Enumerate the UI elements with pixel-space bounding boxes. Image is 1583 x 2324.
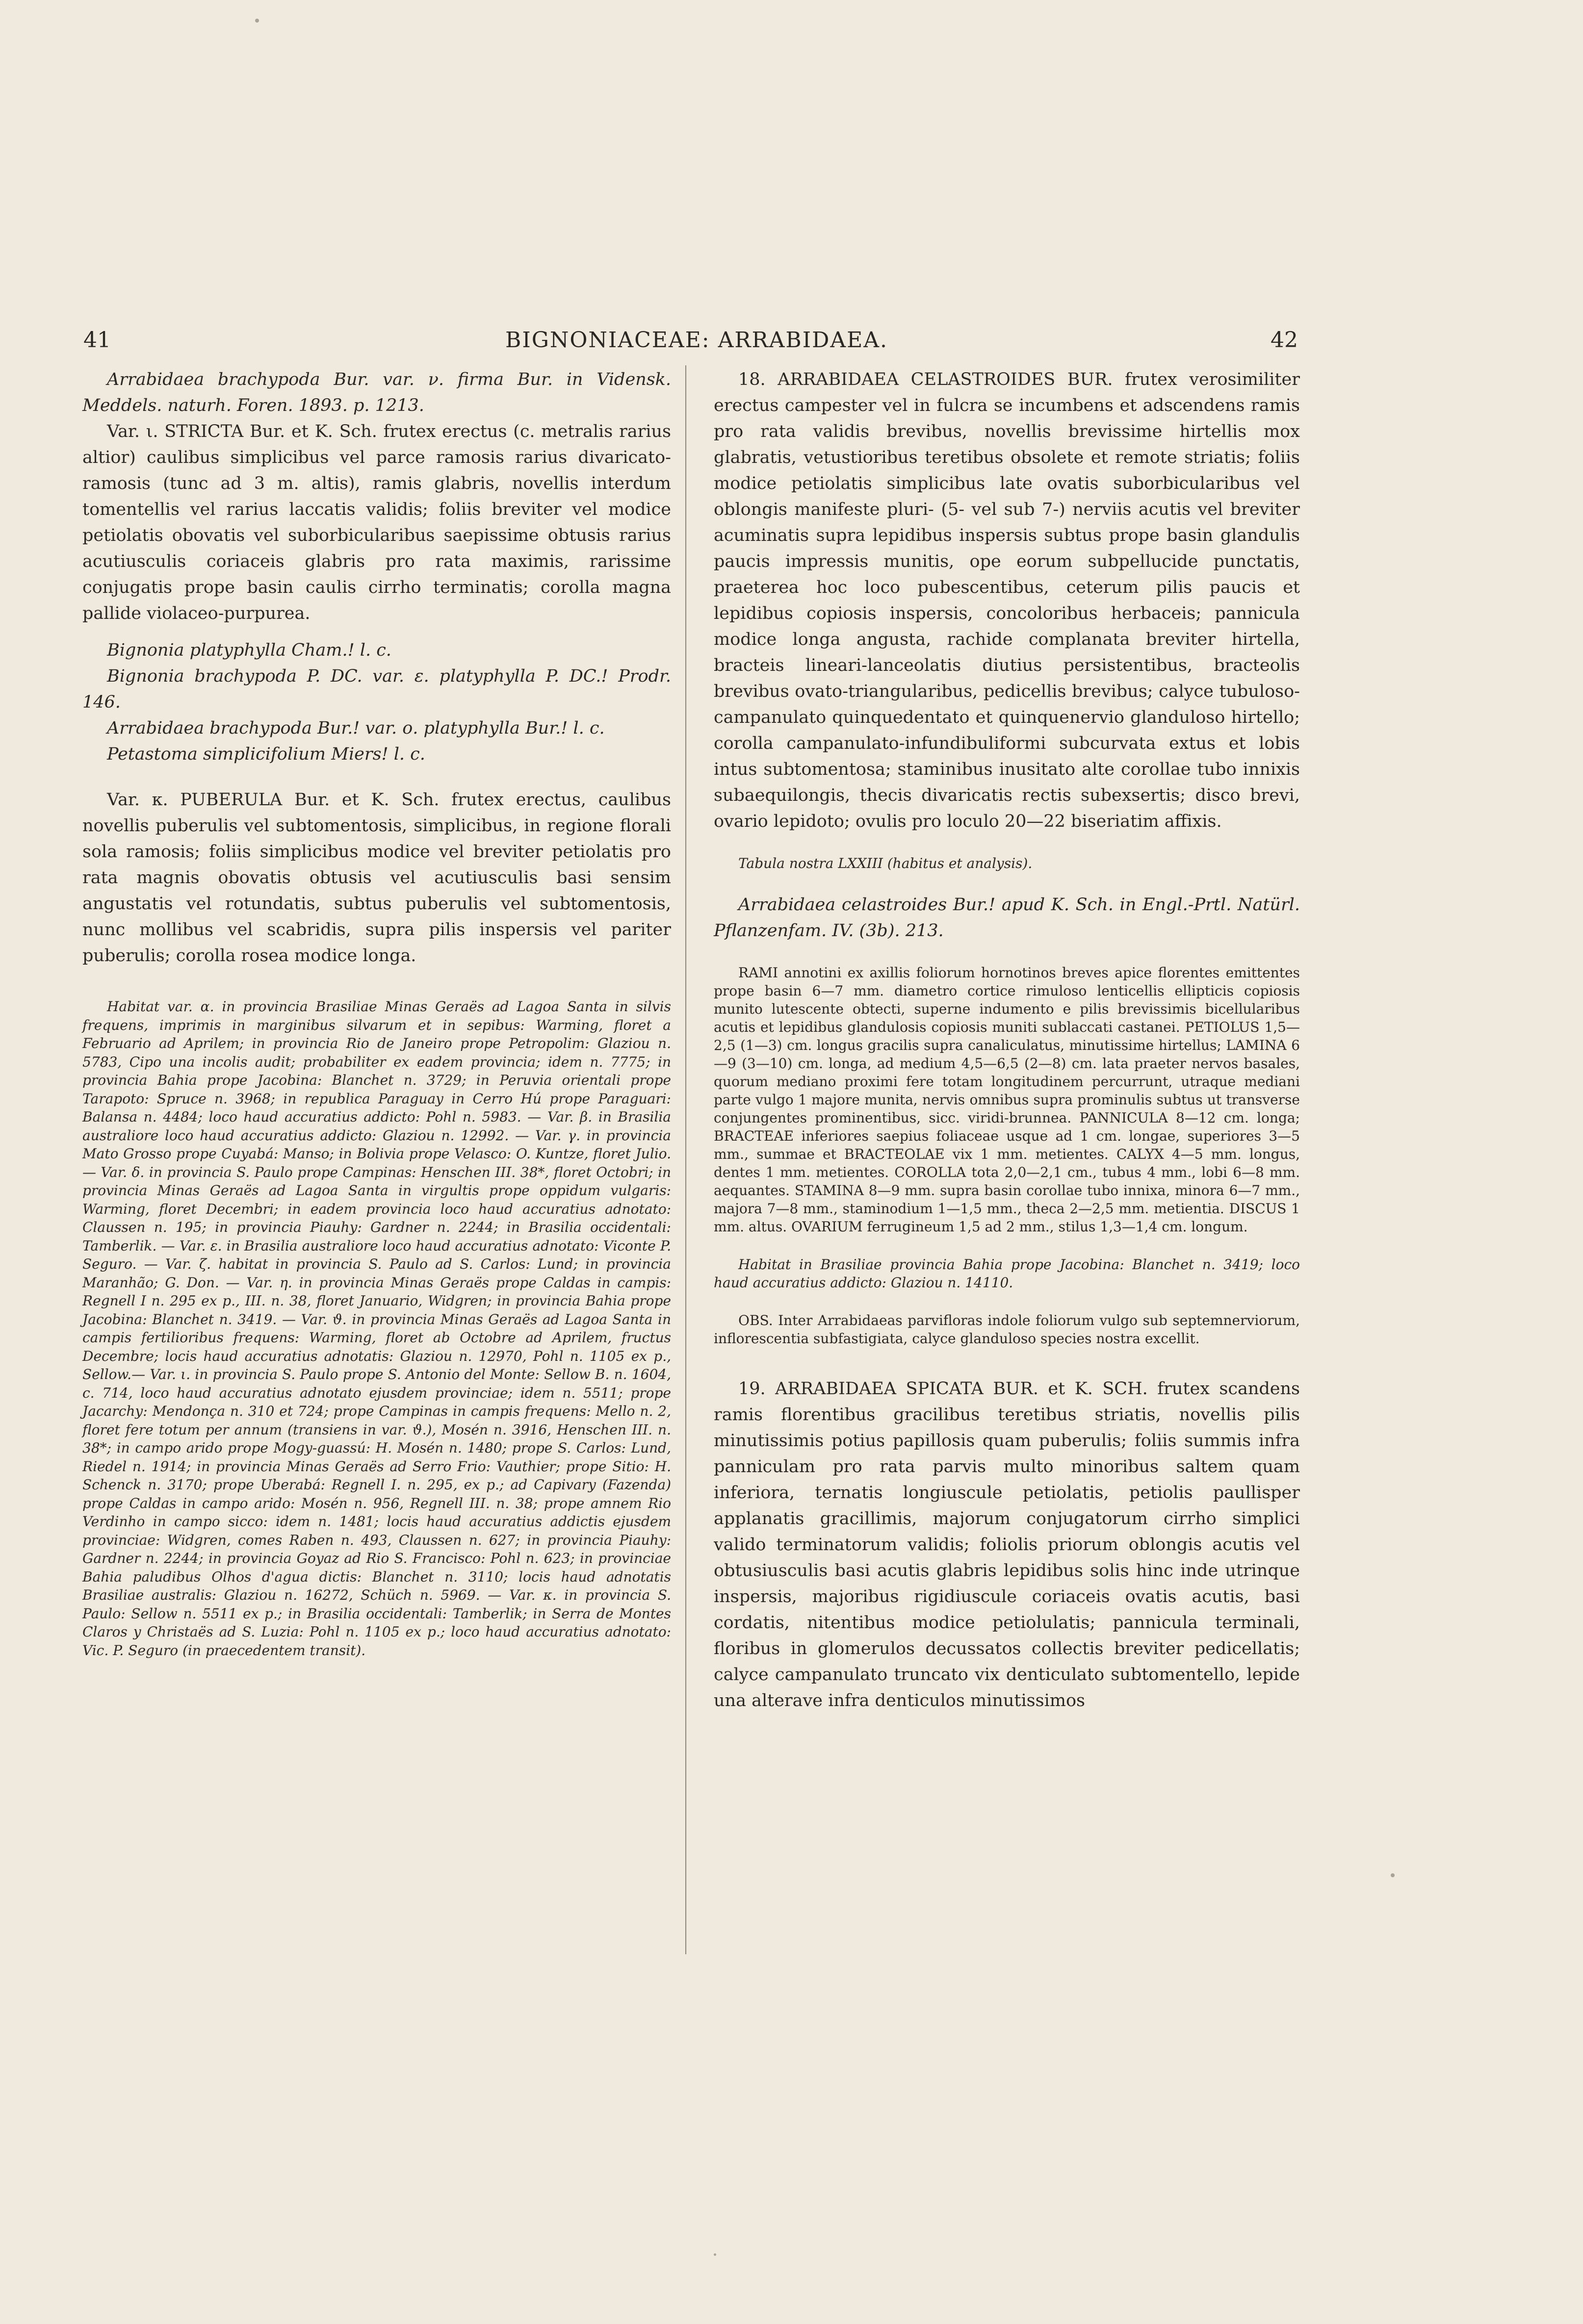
habitat-note: Habitat var. α. in provincia Brasiliae Minas Geraës ad Lagoa Santa in silvis frequens, imprimis in marginibus silvarum et in sepibus: Warming, floret a Februario ad Aprilem; in provincia Rio de Janeiro prope Petropolim: Glaziou n. 5783, Cipo una incolis audit; probabiliter ex eadem provincia; idem n. 7775; in provincia Bahia prope Jacobina: Blanchet n. 3729; in Peruvia orientali prope Tarapoto: Spruce n. 3968; in republica Paraguay in Cerro Hú prope Paraguari: Balansa n. 4484; loco haud accuratius addicto: Pohl n. 5983. — Var. β. in Brasilia australiore loco haud accuratius addicto: Glaziou n. 12992. — Var. γ. in provincia Mato Grosso prope Cuyabá: Manso; in Bolivia prope Velasco: O. Kuntze, floret Julio. — Var. δ. in provincia S. Paulo prope Campinas: Henschen III. 38*, floret Octobri; in provincia Minas Geraës ad Lagoa Santa in virgultis prope oppidum vulgaris: Warming, floret Decembri; in eadem provincia loco haud accuratius adnotato: Claussen n. 195; in provincia Piauhy: Gardner n. 2244; in Brasilia occidentali: Tamberlik. — Var. ε. in Brasilia australiore loco haud accuratius adnotato: Viconte P. Seguro. — Var. ζ. habitat in provincia S. Paulo ad S. Carlos: Lund; in provincia Maranhão; G. Don. — Var. η. in provincia Minas Geraës prope Caldas in campis: Regnell I n. 295 ex p., III. n. 38, floret Januario, Widgren; in provincia Bahia prope Jacobina: Blanchet n. 3419. — Var. ϑ. in provincia Minas Geraës ad Lagoa Santa in campis fertilioribus frequens: Warming, floret ab Octobre ad Aprilem, fructus Decembre; locis haud accuratius adnotatis: Glaziou n. 12970, Pohl n. 1105 ex p., Sellow.— Var. ι. in provincia S. Paulo prope S. Antonio del Monte: Sellow B. n. 1604, c. 714, loco haud accuratius adnotato ejusdem provinciae; idem n. 5511; prope Jacarchy: Mendonça n. 310 et 724; prope Campinas in campis frequens: Mello n. 2, floret fere totum per annum (transiens in var. ϑ.), Mosén n. 3916, Henschen III. n. 38*; in campo arido prope Mogy-guassú: H. Mosén n. 1480; prope S. Carlos: Lund, Riedel n. 1914; in provincia Minas Geraës ad Serro Frio: Vauthier; prope Sitio: H. Schenck n. 3170; prope Uberabá: Regnell I. n. 295, ex p.; ad Capivary (Fazenda) prope Caldas in campo arido: Mosén n. 956, Regnell III. n. 38; prope amnem Rio Verdinho in campo sicco: idem n. 1481; locis haud accuratius addictis ejusdem provinciae: Widgren, comes Raben n. 493, Claussen n. 627; in provincia Piauhy: Gardner n. 2244; in provincia Goyaz ad Rio S. Francisco: Pohl n. 623; in provinciae Bahia paludibus Olhos d'agua dictis: Blanchet n. 3110; locis haud adnotatis Brasiliae australis: Glaziou n. 16272, Schüch n. 5969. — Var. κ. in provincia S. Paulo: Sellow n. 5511 ex p.; in Brasilia occidentali: Tamberlik; in Serra de Montes Claros y Christaës ad S. Luzia: Pohl n. 1105 ex p.; loco haud accuratius adnotato: Vic. P. Seguro (in praecedentem transit).: [82, 998, 671, 1659]
synonym-3: Arrabidaea brachypoda Bur.! var. ο. platyphylla Bur.! l. c.: [107, 718, 605, 738]
reference-firma: Arrabidaea brachypoda Bur. var. ν. firma Bur. in Vidensk. Meddels. naturh. Foren. 1893. p. 1213.: [82, 370, 671, 415]
column-rule: [685, 365, 686, 1954]
synonym-list: [82, 638, 671, 767]
species-18-reference: Arrabidaea celastroides Bur.! apud K. Sch. in Engl.-Prtl. Natürl. Pflanzenfam. IV. (3b). 213.: [714, 895, 1300, 941]
ink-speck: [714, 2253, 716, 2256]
species-18-description: 18. ARRABIDAEA CELASTROIDES BUR. frutex verosimiliter erectus campester vel in fulcra se incumbens et adscendens ramis pro rata validis brevibus, novellis brevissime hirtellis mox glabratis, vetustioribus teretibus obsolete et remote striatis; foliis modice petiolatis simplicibus late ovatis suborbicularibus vel oblongis manifeste pluri- (5- vel sub 7-) nerviis acutis vel breviter acuminatis supra lepidibus inspersis subtus prope basin glandulis paucis impressis munitis, ope eorum subpellucide punctatis, praeterea hoc loco pubescentibus, ceterum pilis paucis et lepidibus copiosis inspersis, concoloribus herbaceis; pannicula modice longa angusta, rachide complanata breviter hirtella, bracteis lineari-lanceolatis diutius persistentibus, bracteolis brevibus ovato-triangularibus, pedicellis brevibus; calyce tubuloso-campanulato quinquedentato et quinquenervio glanduloso hirtello; corolla campanulato-infundibuliformi subcurvata extus et lobis intus subtomentosa; staminibus inusitato alte corollae tubo innixis subaequilongis, thecis divaricatis rectis subexsertis; disco brevi, ovario lepidoto; ovulis pro loculo 20—22 biseriatim affixis.: [714, 370, 1300, 831]
plate-reference: Tabula nostra LXXIII (habitus et analysis).: [738, 855, 1033, 871]
synonym-2: Bignonia brachypoda P. DC. var. ε. platyphylla P. DC.! Prodr. 146.: [82, 666, 671, 712]
species-18-observation: OBS. Inter Arrabidaeas parvifloras indole foliorum vulgo sub septemnerviorum, inflorescentia subfastigiata, calyce glanduloso species nostra excellit.: [714, 1312, 1300, 1347]
ink-speck: [255, 19, 259, 23]
running-title: BIGNONIACEAE: ARRABIDAEA.: [505, 328, 888, 353]
page-number-right: 42: [1271, 328, 1298, 353]
ink-speck: [1391, 1873, 1395, 1877]
species-18-habitat: Habitat in Brasiliae provincia Bahia prope Jacobina: Blanchet n. 3419; loco haud accuratius addicto: Glaziou n. 14110.: [714, 1256, 1300, 1291]
variety-iota-description: Var. ι. STRICTA Bur. et K. Sch. frutex erectus (c. metralis rarius altior) caulibus simplicibus vel parce ramosis rarius divaricato-ramosis (tunc ad 3 m. altis), ramis glabris, novellis interdum tomentellis vel rarius laccatis validis; foliis breviter vel modice petiolatis obovatis vel suborbicularibus saepissime obtusis rarius acutiusculis coriaceis glabris pro rata maximis, rarissime conjugatis prope basin caulis cirrho terminatis; corolla magna pallide violaceo-purpurea.: [82, 422, 671, 623]
page-number-left: 41: [83, 328, 111, 353]
species-19-description: 19. ARRABIDAEA SPICATA BUR. et K. SCH. frutex scandens ramis florentibus gracilibus teretibus striatis, novellis pilis minutissimis potius papillosis quam puberulis; foliis summis infra panniculam pro rata parvis multo minoribus saltem quam inferiora, ternatis longiuscule petiolatis, petiolis paullisper applanatis gracillimis, majorum conjugatorum cirrho simplici valido terminatorum validis; foliolis priorum oblongis acutis vel obtusiusculis basi acutis glabris lepidibus solis hinc inde utrinque inspersis, majoribus rigidiuscule coriaceis ovatis acutis, basi cordatis, nitentibus modice petiolulatis; pannicula terminali, floribus in glomerulos decussatos collectis breviter pedicellatis; calyce campanulato truncato vix denticulato subtomentello, lepide una alterave infra denticulos minutissimos: [714, 1379, 1300, 1711]
left-column: [82, 367, 671, 1660]
running-header: [78, 328, 1305, 357]
species-18-details: RAMI annotini ex axillis foliorum hornotinos breves apice florentes emittentes prope basin 6—7 mm. diametro cortice rimuloso lenticellis ellipticis copiosis munito lutescente obtecti, superne indumento e pilis brevissimis bicellularibus acutis et lepidibus glandulosis copiosis muniti sublaccati castanei. PETIOLUS 1,5—2,5 (1—3) cm. longus gracilis supra canaliculatus, minutissime hirtellus; LAMINA 6—9 (3—10) cm. longa, ad medium 4,5—6,5 (2—8) cm. lata praeter nervos basales, quorum mediano proximi fere totam longitudinem percurrunt, utraque mediani parte vulgo 1 majore munita, nervis omnibus supra prominulis subtus ut transverse conjungentes prominentibus, sicc. viridi-brunnea. PANNICULA 8—12 cm. longa; BRACTEAE inferiores saepius foliaceae usque ad 1 cm. longae, superiores 3—5 mm., summae et BRACTEOLAE vix 1 mm. metientes. CALYX 4—5 mm. longus, dentes 1 mm. metientes. COROLLA tota 2,0—2,1 cm., tubus 4 mm., lobi 6—8 mm. aequantes. STAMINA 8—9 mm. supra basin corollae tubo innixa, minora 6—7 mm., majora 7—8 mm., staminodium 1—1,5 mm., theca 2—2,5 mm. metientia. DISCUS 1 mm. altus. OVARIUM ferrugineum 1,5 ad 2 mm., stilus 1,3—1,4 cm. longum.: [714, 965, 1300, 1235]
synonym-1: Bignonia platyphylla Cham.! l. c.: [107, 640, 391, 660]
synonym-4: Petastoma simplicifolium Miers! l. c.: [107, 744, 425, 764]
variety-kappa-description: Var. κ. PUBERULA Bur. et K. Sch. frutex erectus, caulibus novellis puberulis vel subtomentosis, simplicibus, in regione florali sola ramosis; foliis simplicibus modice vel breviter petiolatis pro rata magnis obovatis obtusis vel acutiusculis basi sensim angustatis vel rotundatis, subtus puberulis vel subtomentosis, nunc mollibus vel scabridis, supra pilis inspersis vel pariter puberulis; corolla rosea modice longa.: [82, 790, 671, 966]
right-column: [714, 367, 1300, 1714]
